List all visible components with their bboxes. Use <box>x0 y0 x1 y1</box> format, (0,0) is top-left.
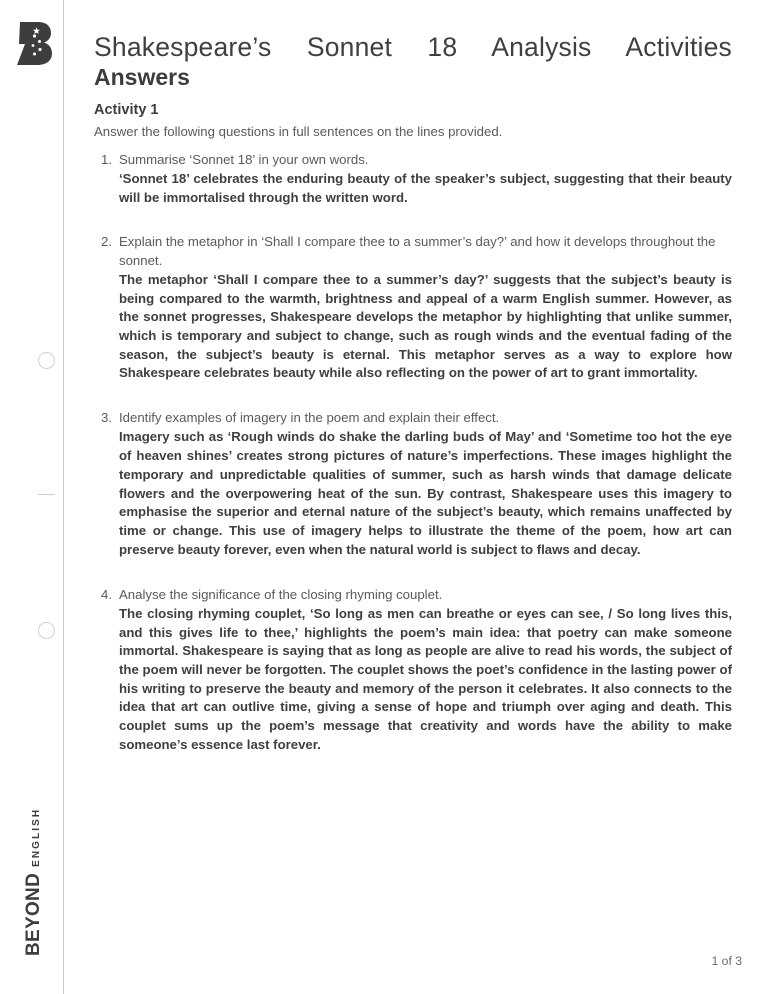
question-prompt: Identify examples of imagery in the poem and explain their effect. <box>119 410 500 426</box>
brand-name-primary: BEYOND <box>23 872 44 956</box>
question-item <box>94 151 732 208</box>
question-answer: ‘Sonnet 18’ celebrates the enduring beauty of the speaker’s subject, suggesting that their beauty will be immortalised through the written word. <box>119 170 732 205</box>
question-answer: Imagery such as ‘Rough winds do shake the darling buds of May’ and ‘Sometime too hot the eye of heaven shines’ creates strong pictures of nature’s imperfections. These images highlight the temporary and unpredictable qualities of summer, such as harsh winds that damage delicate flowers and the overpowering heat of the sun. By contrast, Shakespeare uses this imagery to emphasise the superior and eternal nature of the subject’s beauty, which remains unaffected by time or change. This use of imagery helps to illustrate the theme of the poem, how art can preserve beauty forever, even when the natural world is subject to flaws and decay. <box>119 429 732 557</box>
document-content <box>94 0 732 755</box>
question-number: 3. <box>101 410 112 426</box>
question-answer: The metaphor ‘Shall I compare thee to a summer’s day?’ suggests that the subject’s beauty is being compared to the warmth, brightness and appeal of a warm English summer. However, as the sonnet progresses, Shakespeare develops the metaphor by highlighting that unlike summer, which is temporary and subject to change, such as rough winds and the eventual fading of the season, the subject’s beauty is eternal. This metaphor serves as a way to explore how Shakespeare celebrates beauty while also reflecting on the power of art to grant immortality. <box>119 271 732 381</box>
page-title: Shakespeare’s Sonnet 18 Analysis Activities <box>94 32 732 62</box>
question-prompt: Explain the metaphor in ‘Shall I compare thee to a summer’s day?’ and how it develops throughout the sonnet. <box>119 234 716 268</box>
activity-instruction: Answer the following questions in full sentences on the lines provided. <box>94 123 503 139</box>
brand-wordmark <box>23 776 45 956</box>
question-number: 1. <box>101 151 112 167</box>
page-indicator: 1 of 3 <box>711 954 742 968</box>
question-item <box>94 586 732 755</box>
page-subtitle: Answers <box>94 64 190 91</box>
fold-mark <box>38 494 55 495</box>
question-item <box>94 409 732 559</box>
hole-punch-mark-top <box>38 352 55 369</box>
brand-name-secondary: ENGLISH <box>31 807 42 867</box>
question-item <box>94 233 732 383</box>
question-prompt: Summarise ‘Sonnet 18’ in your own words. <box>119 151 369 167</box>
question-prompt: Analyse the significance of the closing rhyming couplet. <box>119 586 443 602</box>
beyond-b-logo-icon <box>14 20 54 66</box>
question-number: 4. <box>101 586 112 602</box>
question-number: 2. <box>101 234 112 250</box>
question-answer: The closing rhyming couplet, ‘So long as men can breathe or eyes can see, / So long lives this, and this gives life to thee,’ highlights the poem’s main idea: that poetry can make someone immortal. Shakespeare is saying that as long as people are alive to read his words, the subject of the poem will never be forgotten. The couplet shows the poet’s confidence in the lasting power of his writing to preserve the beauty and memory of the person it celebrates. It also connects to the idea that art can outlive time, giving a sense of hope and triumph over aging and death. This couplet sums up the poem’s message that creativity and words have the ability to make someone’s essence last forever. <box>119 605 732 752</box>
left-margin-rail <box>0 0 64 994</box>
question-list <box>94 151 732 755</box>
margin-divider-line <box>63 0 64 994</box>
hole-punch-mark-bottom <box>38 622 55 639</box>
activity-heading: Activity 1 <box>94 101 159 118</box>
